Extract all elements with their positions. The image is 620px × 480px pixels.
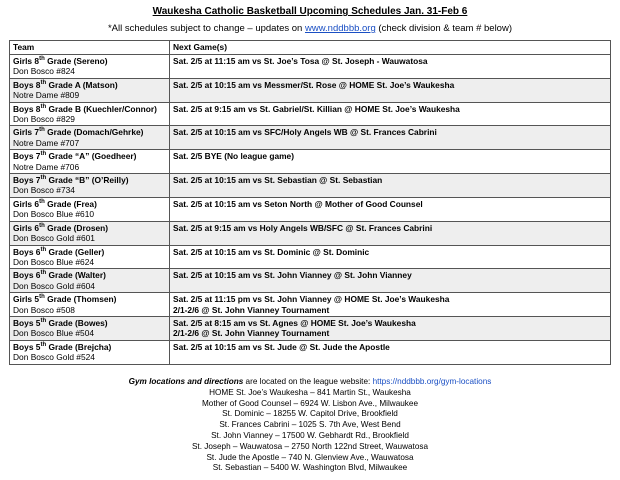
schedule-table-body [10,55,611,365]
team-name-prefix: Girls 6 [13,198,40,209]
team-name-prefix: Boys 5 [13,317,41,328]
table-row [10,245,611,269]
team-division: Don Bosco Gold #604 [13,280,95,291]
team-name-suffix: Grade (Sereno) [44,56,108,66]
game-line: Sat. 2/5 at 8:15 am vs St. Agnes @ HOME St. Joe’s Waukesha [173,317,416,328]
ordinal-suffix: th [40,246,47,253]
page-subtitle [0,23,620,34]
table-row [10,78,611,102]
table-row [10,174,611,198]
team-name-suffix: Grade (Geller) [46,246,105,257]
game-line: Sat. 2/5 at 11:15 pm vs St. John Vianney @ HOME St. Joe’s Waukesha [173,294,450,305]
table-header-row [10,41,611,55]
location-item: St. John Vianney – 17500 W. Gebhardt Rd., Brookfield [211,430,409,440]
team-name-prefix: Boys 5 [13,341,41,352]
team-cell [10,78,170,102]
next-games-cell [170,293,611,317]
team-name-suffix: Grade (Domach/Gehrke) [44,127,144,138]
ordinal-suffix: th [39,222,45,229]
table-row [10,293,611,317]
team-name [13,175,129,185]
ordinal-suffix: th [40,341,47,348]
game-line: 2/1-2/6 @ St. John Vianney Tournament [173,328,330,339]
ordinal-suffix: th [39,199,45,206]
team-name [13,294,116,304]
page-title: Waukesha Catholic Basketball Upcoming Schedules Jan. 31-Feb 6 [152,6,468,17]
team-division: Don Bosco #508 [13,304,75,315]
team-name-suffix: Grade (Bowes) [46,317,108,328]
team-name [13,247,104,257]
location-item: St. Dominic – 18255 W. Capitol Drive, Brookfield [222,409,398,419]
ordinal-suffix: th [40,103,47,110]
next-games-cell [170,55,611,79]
team-cell [10,221,170,245]
team-cell [10,245,170,269]
gym-locations-footer [0,377,620,474]
next-games-cell [170,126,611,150]
table-row [10,221,611,245]
next-games-cell [170,245,611,269]
footer-middle: are located on the league website: [243,377,373,386]
team-division: Don Bosco #734 [13,185,75,196]
schedule-table [9,40,611,365]
team-name [13,127,143,137]
locations-list [0,388,620,474]
table-row [10,150,611,174]
ordinal-suffix: th [40,80,47,87]
team-cell [10,174,170,198]
game-line: Sat. 2/5 at 10:15 am vs St. Jude @ St. Jude the Apostle [173,341,390,352]
subtitle-text-before: *All schedules subject to change – updates on [107,23,305,34]
team-name-prefix: Boys 8 [13,79,41,90]
team-division: Notre Dame #809 [13,90,80,101]
location-item: HOME St. Joe’s Waukesha – 841 Martin St., Waukesha [209,387,411,397]
game-line: Sat. 2/5 at 10:15 am vs St. Sebastian @ St. Sebastian [173,175,383,186]
next-games-cell [170,102,611,126]
team-name-prefix: Boys 7 [13,175,41,186]
game-line: Sat. 2/5 at 10:15 am vs St. Dominic @ St. Dominic [173,246,370,257]
team-cell [10,340,170,364]
ordinal-suffix: th [40,318,47,325]
team-name-suffix: Grade A (Matson) [46,79,118,90]
table-row [10,197,611,221]
next-games-cell [170,269,611,293]
team-cell [10,102,170,126]
team-name [13,342,111,352]
team-name-prefix: Boys 6 [13,246,41,257]
team-name-suffix: Grade (Drosen) [44,222,109,233]
table-row [10,316,611,340]
column-header-next-games: Next Game(s) [170,41,611,55]
team-name [13,80,118,90]
team-cell [10,150,170,174]
team-name [13,223,108,233]
team-name [13,199,97,209]
game-line: Sat. 2/5 at 10:15 am vs Seton North @ Mother of Good Counsel [173,198,423,209]
location-item: St. Sebastian – 5400 W. Washington Blvd, Milwaukee [212,463,408,473]
game-line: Sat. 2/5 at 9:15 am vs Holy Angels WB/SFC @ St. Frances Cabrini [173,222,433,233]
next-games-cell [170,150,611,174]
team-name-prefix: Girls 6 [13,222,40,233]
table-row [10,340,611,364]
team-cell [10,316,170,340]
next-games-cell [170,197,611,221]
team-name-prefix: Girls 7 [13,127,40,138]
team-name-suffix: Grade “A” (Goedheer) [46,151,137,162]
team-division: Don Bosco #824 [13,66,75,77]
table-row [10,126,611,150]
table-row [10,55,611,79]
column-header-team: Team [10,41,170,55]
team-name-suffix: Grade (Thomsen) [44,294,117,305]
footer-lead: Gym locations and directions [128,377,244,386]
team-division: Don Bosco Gold #601 [13,233,95,244]
team-name [13,104,157,114]
location-item: St. Frances Cabrini – 1025 S. 7th Ave, West Bend [219,420,401,430]
team-name-suffix: Grade “B” (O’Reilly) [46,175,129,186]
team-division: Notre Dame #706 [13,161,80,172]
game-line: Sat. 2/5 at 11:15 am vs St. Joe’s Tosa @ St. Joseph - Wauwatosa [173,56,428,66]
team-division: Don Bosco Blue #624 [13,256,95,267]
location-item: St. Jude the Apostle – 740 N. Glenview Ave., Wauwatosa [206,452,414,462]
team-name [13,151,136,161]
team-division: Don Bosco Blue #504 [13,328,95,339]
team-cell [10,55,170,79]
location-item: Mother of Good Counsel – 6924 W. Lisbon Ave., Milwaukee [201,398,419,408]
team-cell [10,293,170,317]
gym-locations-link[interactable]: https://nddbbb.org/gym-locations [372,377,492,386]
location-item: St. Joseph – Wauwatosa – 2750 North 122nd Street, Wauwatosa [191,441,429,451]
ordinal-suffix: th [40,270,47,277]
team-cell [10,126,170,150]
next-games-cell [170,316,611,340]
team-cell [10,197,170,221]
table-row [10,269,611,293]
team-name-suffix: Grade (Walter) [46,270,106,281]
team-name-suffix: Grade (Brejcha) [46,341,112,352]
team-name [13,318,108,328]
team-name-suffix: Grade (Frea) [44,198,97,209]
team-name [13,56,108,66]
team-name-suffix: Grade B (Kuechler/Connor) [46,103,157,114]
next-games-cell [170,221,611,245]
team-name-prefix: Girls 5 [13,294,40,305]
team-name-prefix: Boys 6 [13,270,41,281]
team-division: Don Bosco Gold #524 [13,352,95,363]
team-name [13,270,106,280]
next-games-cell [170,78,611,102]
footer-intro [0,377,620,388]
ordinal-suffix: th [39,294,45,301]
ordinal-suffix: th [39,127,45,134]
game-line: Sat. 2/5 at 10:15 am vs St. John Vianney @ St. John Vianney [173,270,412,281]
team-name-prefix: Boys 7 [13,151,41,162]
ordinal-suffix: th [40,151,47,158]
game-line: Sat. 2/5 at 10:15 am vs Messmer/St. Rose @ HOME St. Joe’s Waukesha [173,79,455,90]
game-line: Sat. 2/5 at 10:15 am vs SFC/Holy Angels WB @ St. Frances Cabrini [173,127,437,138]
table-row [10,102,611,126]
team-cell [10,269,170,293]
next-games-cell [170,340,611,364]
game-line: 2/1-2/6 @ St. John Vianney Tournament [173,304,330,315]
team-division: Don Bosco Blue #610 [13,209,95,220]
team-name-prefix: Girls 8 [13,56,40,66]
ordinal-suffix: th [40,175,47,182]
game-line: Sat. 2/5 BYE (No league game) [173,151,295,162]
game-line: Sat. 2/5 at 9:15 am vs St. Gabriel/St. Killian @ HOME St. Joe’s Waukesha [173,103,460,114]
subtitle-text-after: (check division & team # below) [375,23,512,34]
team-division: Don Bosco #829 [13,114,75,125]
team-name-prefix: Boys 8 [13,103,41,114]
team-division: Notre Dame #707 [13,137,80,148]
ordinal-suffix: th [39,56,45,63]
website-link[interactable]: www.nddbbb.org [304,23,376,34]
next-games-cell [170,174,611,198]
